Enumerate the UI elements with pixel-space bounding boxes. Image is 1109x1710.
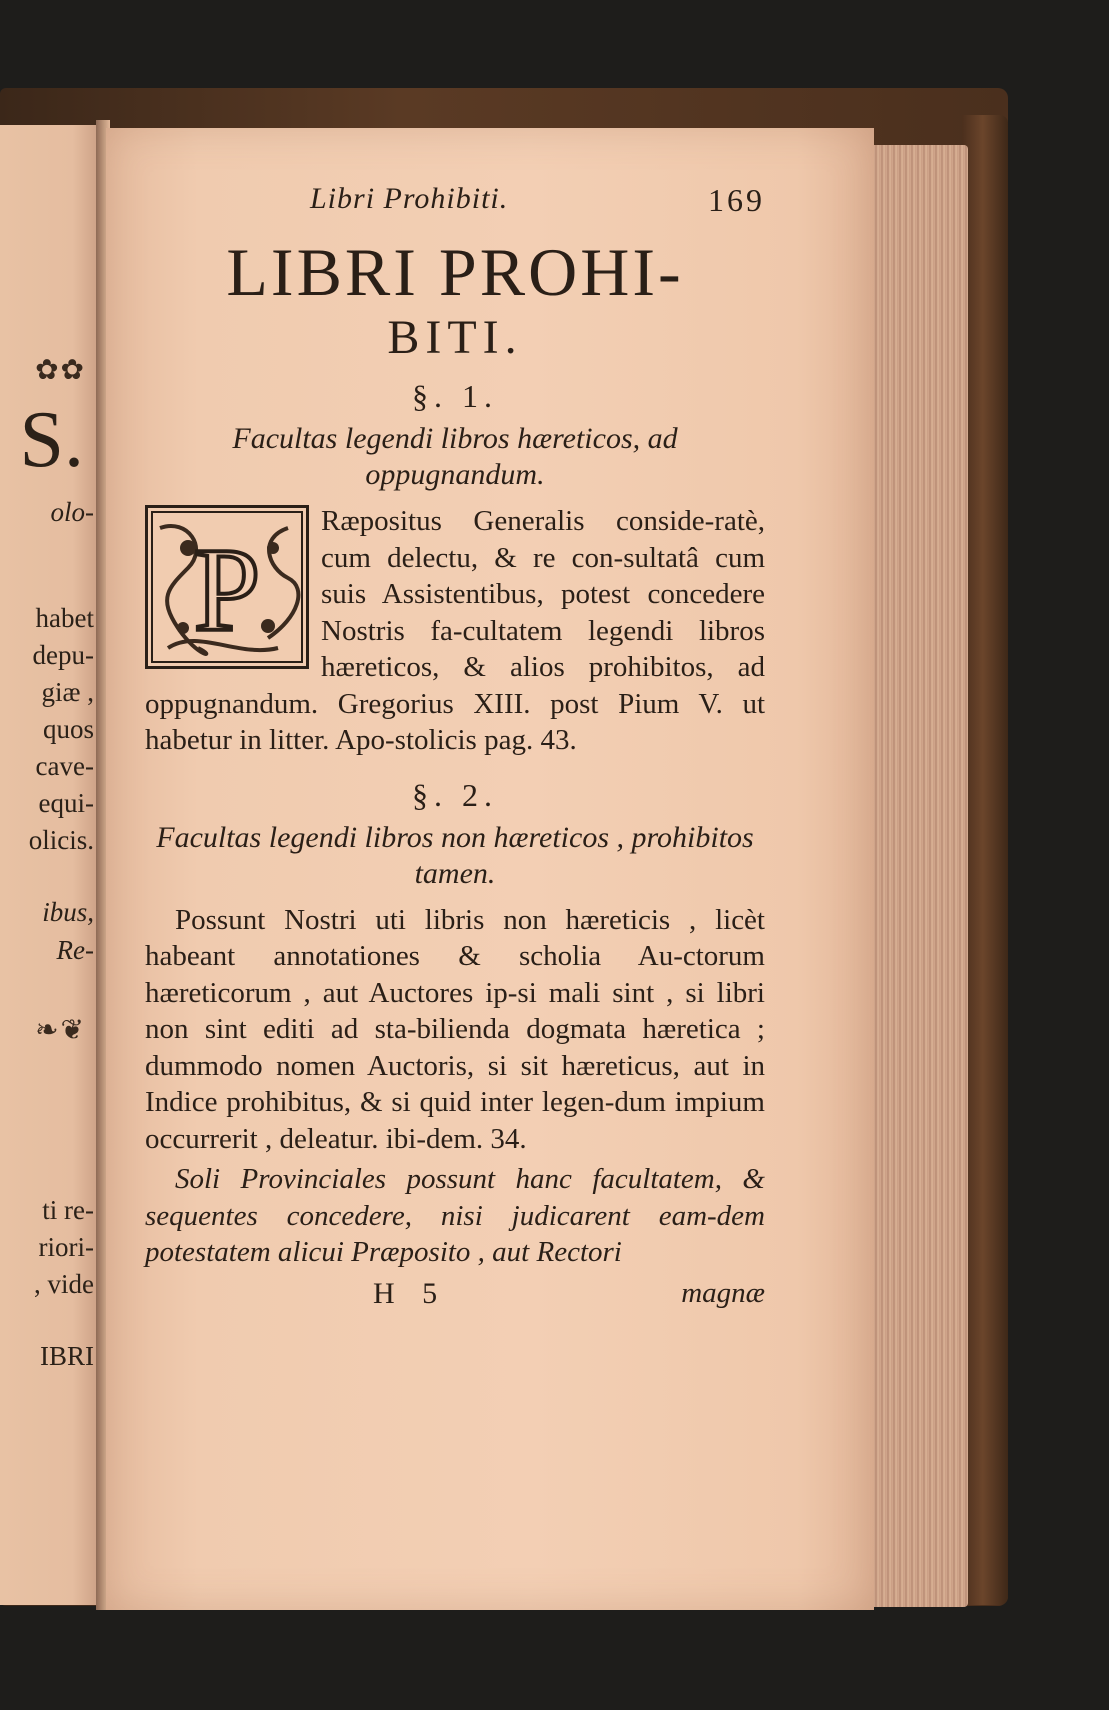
facing-fragment: olo- [50,497,94,527]
chapter-title [145,236,765,368]
chapter-title-line2: BITI. [387,311,523,364]
signature-mark: H 5 [373,1276,448,1310]
section-body [145,503,765,759]
decorated-initial [145,505,309,669]
facing-fragment: equi- [38,788,94,818]
section-note: Soli Provinciales possunt hanc facultatem, & sequentes concedere, nisi judicarent eam-dem potestatem alicui Præposito , aut Rectori [145,1163,765,1268]
page-footer [145,1277,765,1317]
catchword: magnæ [681,1276,765,1309]
running-head [145,182,765,228]
page-number: 169 [708,182,765,218]
facing-fragment: giæ , [41,677,94,707]
section-body: Possunt Nostri uti libris non hæreticis , licèt habeant annotationes & scholia Au-ctorum hæreticorum , aut Auctores ip-si mali sint , si libri non sint editi ad sta-bilienda dogmata hæretica ; dummodo nomen Auctoris, si sit hæreticus, aut in Indice prohibitus, & si quid inter legen-dum impium occurrerit , deleatur. ibi-dem. 34. [145,903,765,1155]
ornament-icon: ❧❦ [35,1013,86,1046]
facing-fragment: Re- [56,935,94,965]
facing-page [0,125,104,1605]
foliage-ornament-icon [148,508,306,666]
facing-fragment: , vide [34,1269,94,1299]
page-content [145,182,765,1317]
facing-fragment: depu- [32,640,94,670]
section-text: Ræpositus Generalis conside-ratè, cum delectu, & re con-sultatâ cum suis Assistentibus, potest concedere Nostris fa-cultatem legendi libros hæreticos, & alios prohibitos, ad oppugnandum. Gregorius XIII. post Pium V. ut habetur in litter. Apo-stolicis pag. 43. [145,505,765,756]
facing-fragment: riori- [38,1232,94,1262]
facing-fragment: olicis. [28,825,94,855]
facing-fragment: ti re- [42,1195,94,1225]
dropcap-letter: P [193,523,261,656]
section-heading: Facultas legendi libros non hæreticos , prohibitos tamen. [156,820,754,890]
facing-fragment: S. [19,396,84,484]
facing-fragment: habet [35,603,94,633]
book-spine-edge [962,115,1008,1605]
page-block-edges [862,145,968,1607]
chapter-title-line1: LIBRI PROHI- [226,234,684,310]
section-number: §. 1. [412,378,498,414]
ornament-icon: ✿✿ [35,353,86,386]
section-heading: Facultas legendi libros hæreticos, ad oppugnandum. [232,422,678,491]
facing-fragment: quos [42,714,94,744]
facing-fragment: ibus, [42,897,94,927]
facing-fragment: IBRI [40,1341,94,1371]
running-title: Libri Prohibiti. [310,182,509,215]
facing-fragment: cave- [35,751,94,781]
section-number: §. 2. [412,776,498,813]
